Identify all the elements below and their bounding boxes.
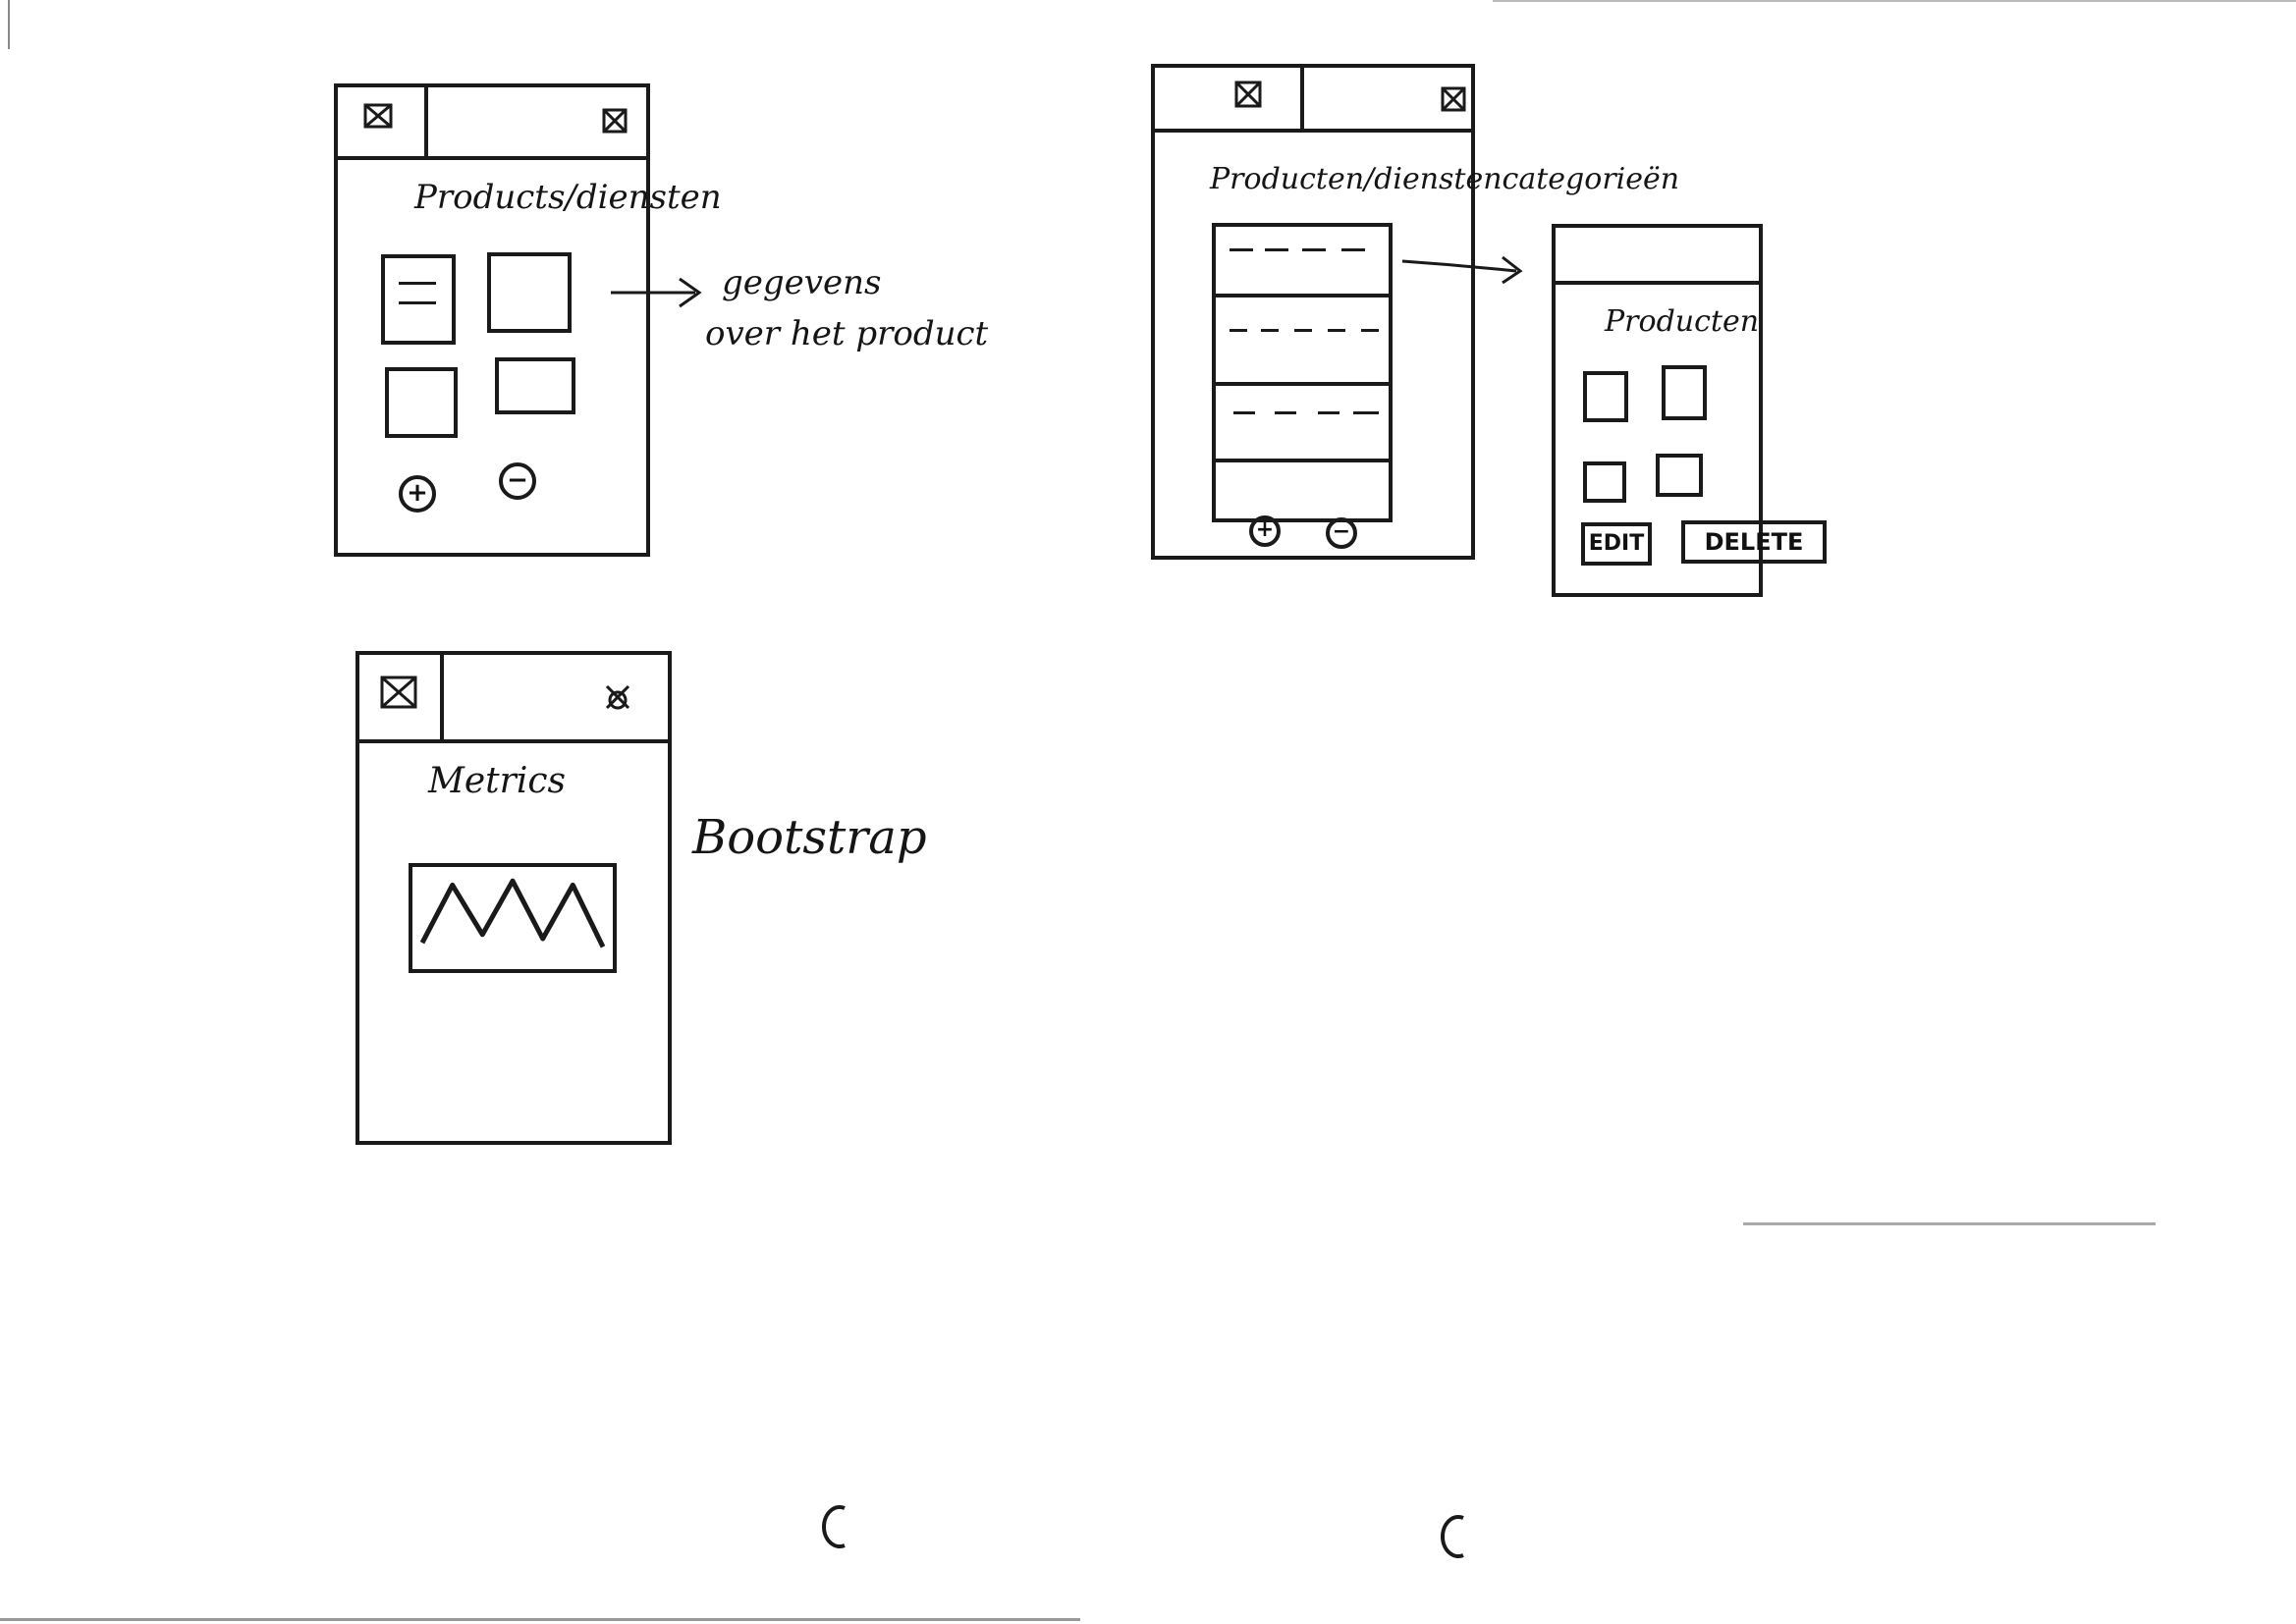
top-bar xyxy=(338,87,646,160)
products-screen xyxy=(334,83,722,557)
chart-line xyxy=(412,867,613,969)
menu-cell[interactable] xyxy=(1155,68,1304,129)
remove-button[interactable]: − xyxy=(499,462,536,500)
metrics-chart xyxy=(409,863,617,973)
add-button[interactable]: + xyxy=(399,475,436,513)
list-item[interactable] xyxy=(1216,459,1389,517)
page-title: Products/diensten xyxy=(414,178,722,217)
product-tile[interactable] xyxy=(1662,365,1707,420)
page-title: Metrics xyxy=(428,761,566,801)
metrics-screen xyxy=(355,651,672,1145)
bootstrap-annotation: Bootstrap xyxy=(692,810,927,865)
list-item[interactable] xyxy=(1216,382,1389,462)
menu-cell[interactable] xyxy=(338,87,428,156)
image-placeholder-icon xyxy=(379,675,418,714)
menu-cell[interactable] xyxy=(359,655,444,739)
product-tile[interactable] xyxy=(487,252,572,333)
list-item[interactable] xyxy=(1216,227,1389,298)
annotation-line-2: over het product xyxy=(705,314,989,353)
scan-line xyxy=(1493,0,2296,2)
delete-button[interactable]: DELETE xyxy=(1681,520,1827,564)
page-title: Producten xyxy=(1605,304,1760,339)
arrow-icon xyxy=(609,273,707,312)
category-list xyxy=(1212,223,1393,522)
scan-line xyxy=(8,0,10,49)
binder-hole-icon xyxy=(1434,1512,1473,1561)
page-title: Producten/dienstencategorieën xyxy=(1210,162,1680,196)
remove-button[interactable]: − xyxy=(1326,517,1357,549)
settings-checkbox-icon[interactable] xyxy=(1440,83,1469,113)
scan-line xyxy=(0,1618,1080,1621)
product-tile[interactable] xyxy=(495,357,575,414)
edit-button[interactable]: EDIT xyxy=(1581,522,1652,566)
top-bar xyxy=(359,655,668,743)
product-tile[interactable] xyxy=(1656,454,1703,497)
image-placeholder-icon xyxy=(1233,80,1263,109)
scan-line xyxy=(1743,1222,2156,1225)
product-tile[interactable] xyxy=(381,254,456,345)
arrow-icon xyxy=(1400,247,1528,287)
chart-series-line xyxy=(422,881,603,947)
annotation-line-1: gegevens xyxy=(722,263,882,302)
product-tile[interactable] xyxy=(385,367,458,438)
list-item[interactable] xyxy=(1216,294,1389,386)
add-button[interactable]: + xyxy=(1249,515,1281,547)
binder-hole-icon xyxy=(815,1502,854,1551)
top-bar xyxy=(1556,228,1759,285)
settings-checkbox-icon[interactable] xyxy=(601,105,630,135)
product-tile[interactable] xyxy=(1583,461,1626,503)
image-placeholder-icon xyxy=(363,103,393,133)
top-bar xyxy=(1155,68,1471,133)
product-tile[interactable] xyxy=(1583,371,1628,422)
settings-checkbox-icon[interactable] xyxy=(603,682,632,712)
